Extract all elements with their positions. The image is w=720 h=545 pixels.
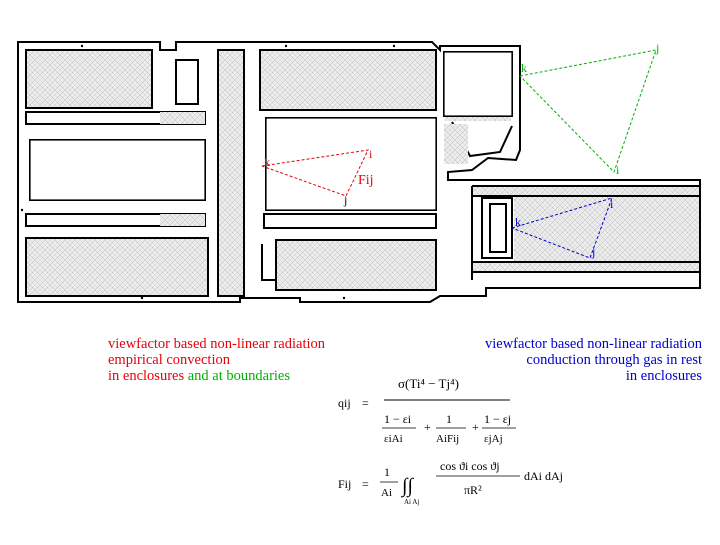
formula-term2-den: AiFij	[436, 433, 460, 445]
formula-term3-den: εjAj	[484, 433, 503, 445]
green-viewfactor-triangle	[520, 50, 656, 172]
formula-term3-num: 1 − εj	[484, 412, 512, 426]
formula-F: Fij	[338, 477, 352, 491]
formula-eq2: =	[362, 477, 369, 491]
right-caption-line1: viewfactor based non-linear radiation	[484, 336, 702, 352]
formula-pre-num: 1	[384, 465, 390, 479]
formula-integrals: ∫∫	[402, 475, 413, 497]
formula-pre-den: Ai	[381, 487, 392, 499]
formula-plus1: +	[424, 420, 431, 434]
formula-term1-den: εiAi	[384, 433, 403, 445]
formula-kernel-den: πR²	[464, 483, 482, 497]
heat-flux-formula	[338, 376, 563, 506]
green-label-j: j	[656, 41, 660, 55]
formula-int-sub: Ai Aj	[404, 498, 420, 506]
blue-label-i: i	[610, 197, 614, 211]
green-label-i: i	[616, 163, 620, 177]
red-label-i: i	[369, 147, 373, 161]
red-label-j: j	[344, 193, 348, 207]
green-label-k: k	[521, 61, 527, 75]
right-caption-line2: conduction through gas in rest	[526, 352, 702, 368]
formula-plus2: +	[472, 420, 479, 434]
left-caption-line2: empirical convection	[108, 352, 230, 368]
red-label-fij: Fij	[358, 173, 374, 188]
formula-q: qij	[338, 396, 351, 410]
right-caption-line3: in enclosures	[625, 368, 702, 384]
left-caption-line3	[108, 368, 290, 384]
formula-term1-num: 1 − εi	[384, 412, 412, 426]
formula-numerator: σ(Ti⁴ − Tj⁴)	[398, 376, 459, 391]
left-caption-line3-green: and at boundaries	[187, 368, 291, 384]
formula-kernel-num: cos ϑi cos ϑj	[440, 459, 500, 473]
formula-term2-num: 1	[446, 412, 452, 426]
left-caption-line1: viewfactor based non-linear radiation	[108, 336, 326, 352]
formula-tail: dAi dAj	[524, 469, 563, 483]
formula-eq: =	[362, 396, 369, 410]
red-label-k: k	[264, 155, 270, 169]
left-caption-line3-red: in enclosures	[108, 368, 185, 384]
blue-label-j: j	[592, 245, 596, 259]
blue-label-k: k	[515, 215, 521, 229]
